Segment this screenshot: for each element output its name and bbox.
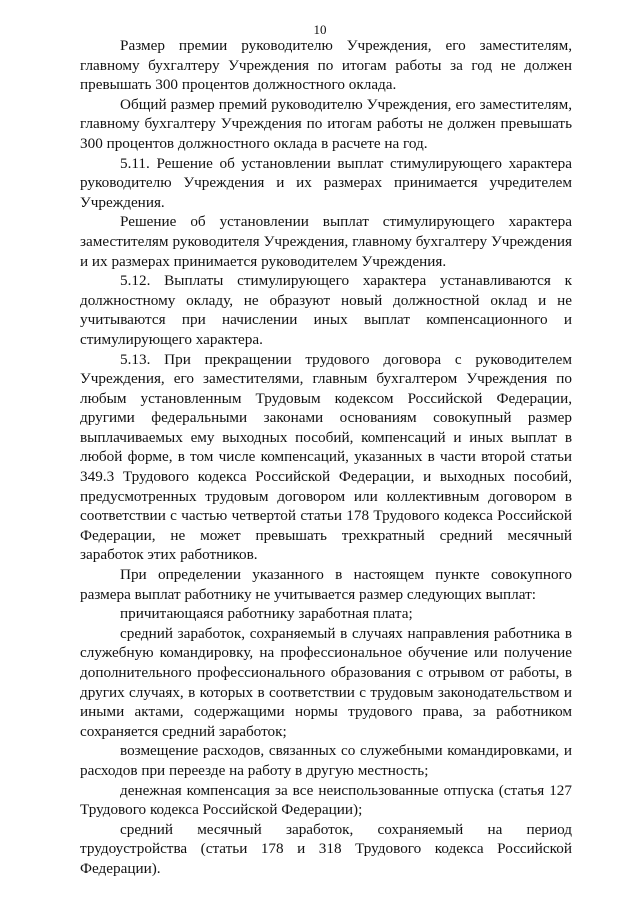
document-body <box>80 36 572 879</box>
paragraph-salary-due: причитающаяся работнику заработная плата; <box>120 605 413 623</box>
paragraph-5-12: 5.12. Выплаты стимулирующего характера устанавливаются к должностному окладу, не образуют новый должностной оклад и не учитываются при начислении иных выплат компенсационного и стимулирующего характера. <box>80 272 572 348</box>
paragraph-employment-period-earnings: средний месячный заработок, сохраняемый на период трудоустройства (статьи 178 и 318 Трудового кодекса Российской Федерации). <box>80 820 572 877</box>
paragraph-5-13: 5.13. При прекращении трудового договора с руководителем Учреждения, его заместителями, главным бухгалтером Учреждения по любым установленным Трудовым кодексом Российской Федерации, другими федеральными законами основаниям совокупный размер выплачиваемых ему выходных пособий, компенсаций и иных выплат в любой форме, в том числе компенсаций, указанных в части второй статьи 349.3 Трудового кодекса Российской Федерации, и выходных пособий, предусмотренных трудовым договором или коллективным договором в соответствии с частью четвертой статьи 178 Трудового кодекса Российской Федерации, не может превышать трехкратный средний месячный заработок этих работников. <box>80 350 572 564</box>
page-number: 10 <box>313 22 327 37</box>
paragraph-average-earnings: средний заработок, сохраняемый в случаях направления работника в служебную командировку, на профессиональное обучение или получение дополнительного профессионального образования с отрывом от работы, в других случаях, в которых в соответствии с трудовым законодательством и иными актами, содержащими нормы трудового права, за работником сохраняется средний заработок; <box>80 624 572 740</box>
paragraph-total-premium-limit: Общий размер премий руководителю Учреждения, его заместителям, главному бухгалтеру Учреждения по итогам работы не должен превышать 300 процентов должностного оклада в расчете на год. <box>80 95 572 152</box>
paragraph-exclusions-intro: При определении указанного в настоящем пункте совокупного размера выплат работнику не учитывается размер следующих выплат: <box>80 566 572 603</box>
paragraph-travel-expenses: возмещение расходов, связанных со служебными командировками, и расходов при переезде на работу в другую местность; <box>80 742 572 779</box>
paragraph-vacation-compensation: денежная компенсация за все неиспользованные отпуска (статья 127 Трудового кодекса Российской Федерации); <box>80 781 572 819</box>
paragraph-deputies-decision: Решение об установлении выплат стимулирующего характера заместителям руководителя Учреждения, главному бухгалтеру Учреждения и их размерах принимается руководителем Учреждения. <box>80 213 572 270</box>
paragraph-5-11: 5.11. Решение об установлении выплат стимулирующего характера руководителю Учреждения и их размерах принимается учредителем Учреждения. <box>80 154 572 211</box>
paragraph-premium-limit: Размер премии руководителю Учреждения, его заместителям, главному бухгалтеру Учреждения по итогам работы за год не должен превышать 300 процентов должностного оклада. <box>80 37 572 94</box>
